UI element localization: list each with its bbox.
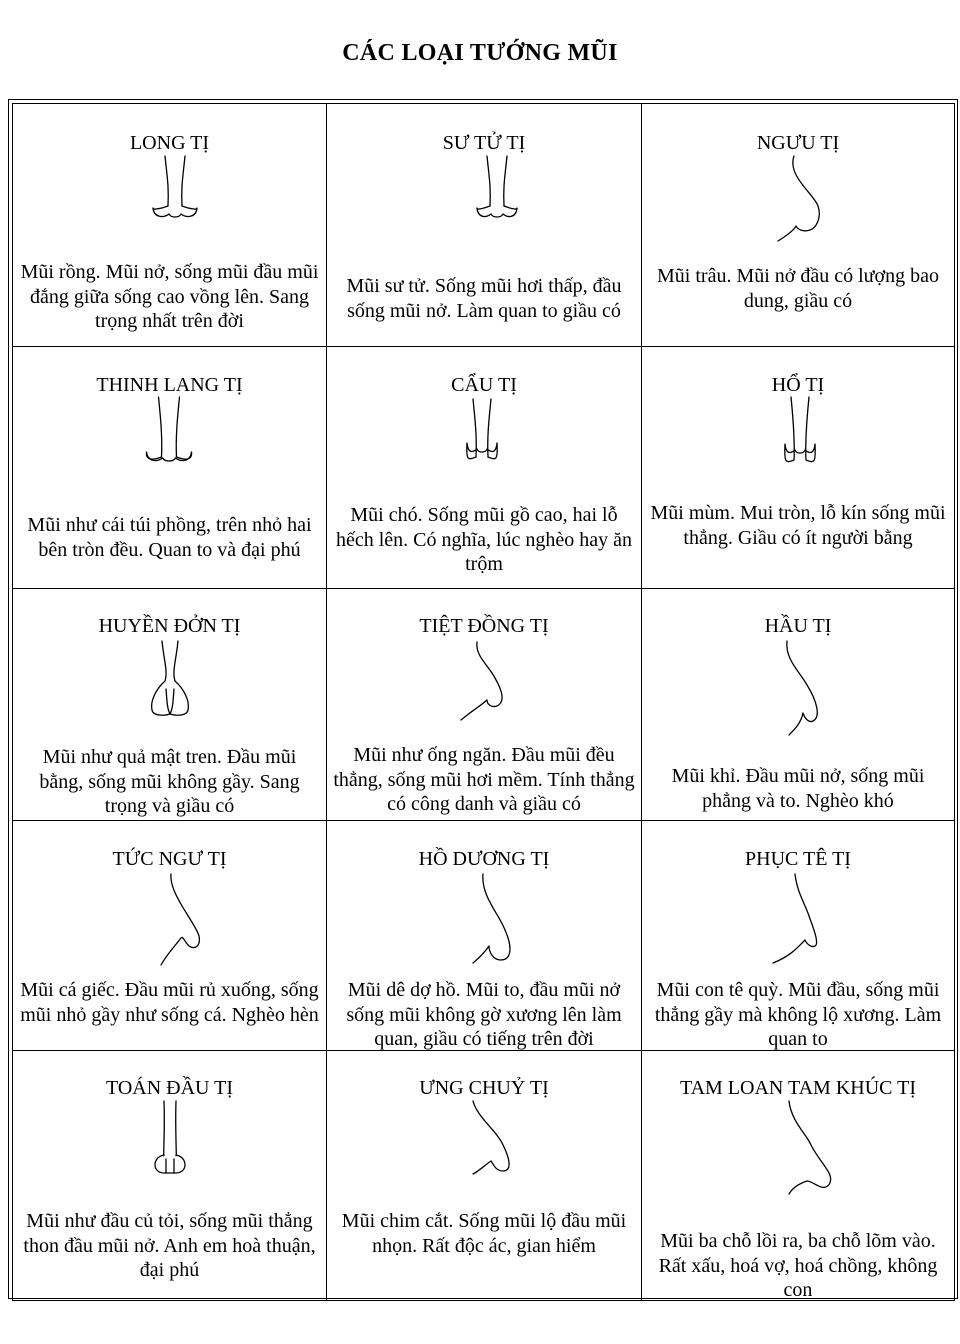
nose-type-description: Mũi như cái túi phồng, trên nhỏ hai bên tròn đều. Quan to và đại phú [27,514,312,561]
nose-type-name: HỒ DƯƠNG TỊ [418,848,550,870]
nose-type-description: Mũi ba chỗ lồi ra, ba chỗ lõm vào. Rất xấu, hoá vợ, hoá chồng, không con [658,1230,938,1301]
nose-type-cell [327,589,642,821]
nose-type-description: Mũi rồng. Mũi nở, sống mũi đầu mũi đắng giữa sống cao vồng lên. Sang trọng nhất trên đời [20,261,319,332]
nose-type-cell [13,104,327,347]
nose-type-name: THINH LANG TỊ [96,374,243,396]
nose-type-name: PHỤC TÊ TỊ [745,848,851,870]
nose-type-description: Mũi con tê quỳ. Mũi đầu, sống mũi thẳng gầy mà không lộ xương. Làm quan to [654,979,942,1050]
nose-type-cell [642,589,955,821]
nose-type-cell [13,347,327,589]
nose-type-name: SƯ TỬ TỊ [442,132,526,154]
nose-type-cell [642,1051,955,1301]
tiger-nose-icon [642,347,956,588]
nose-type-description: Mũi như quả mật tren. Đầu mũi bằng, sống mũi không gầy. Sang trọng và giầu có [39,746,300,817]
nose-type-description: Mũi khỉ. Đầu mũi nở, sống mũi phẳng và to. Nghèo khó [671,765,925,812]
nose-type-description: Mũi như ống ngăn. Đầu mũi đều thẳng, sống mũi hơi mềm. Tính thẳng có công danh và giầu có [333,744,635,815]
nose-type-name: TỨC NGƯ TỊ [112,848,227,870]
nose-type-description: Mũi chó. Sống mũi gồ cao, hai lỗ hếch lên. Có nghĩa, lúc nghèo hay ăn trộm [335,504,633,575]
nose-type-description: Mũi như đầu củ tỏi, sống mũi thẳng thon đầu mũi nở. Anh em hoà thuận, đại phú [23,1210,316,1281]
nose-type-cell [327,104,642,347]
nose-type-description: Mũi chim cắt. Sống mũi lộ đầu mũi nhọn. Rất độc ác, gian hiểm [341,1210,627,1257]
nose-type-cell [13,1051,327,1301]
table-row [13,347,955,589]
nose-type-cell [13,589,327,821]
nose-types-table [12,103,955,1301]
hawk-nose-icon [327,1051,641,1300]
nose-type-name: HỔ TỊ [771,374,825,396]
nose-type-name: LONG TỊ [129,132,210,154]
nose-type-cell [642,821,955,1051]
nose-type-description: Mũi sư tử. Sống mũi hơi thấp, đầu sống mũi nở. Làm quan to giầu có [346,275,622,322]
nose-type-name: TOÁN ĐẦU TỊ [105,1077,234,1099]
table-row [13,104,955,347]
nose-type-description: Mũi dê dợ hồ. Mũi to, đầu mũi nở sống mũi không gờ xương lên làm quan, giầu có tiếng trên đời [346,979,622,1050]
nose-type-cell [13,821,327,1051]
nose-type-cell [327,821,642,1051]
nose-type-cell [642,347,955,589]
nose-type-cell [327,347,642,589]
nose-type-description: Mũi trâu. Mũi nở đầu có lượng bao dung, giầu có [657,265,939,312]
nose-type-cell [327,1051,642,1301]
nose-type-name: HUYỀN ĐỞN TỊ [98,615,241,637]
nose-type-description: Mũi cá giếc. Đầu mũi rủ xuống, sống mũi nhỏ gầy như sống cá. Nghèo hèn [20,979,319,1026]
nose-type-cell [642,104,955,347]
nose-type-name: TAM LOAN TAM KHÚC TỊ [679,1077,917,1099]
table-row [13,821,955,1051]
table-row [13,1051,955,1301]
nose-type-name: ƯNG CHUỶ TỊ [419,1077,549,1099]
nose-type-name: TIỆT ĐỒNG TỊ [419,615,549,637]
nose-type-name: NGƯU TỊ [756,132,840,154]
nose-type-name: HẦU TỊ [764,615,832,637]
page-title: CÁC LOẠI TƯỚNG MŨI [342,40,618,66]
table-row [13,589,955,821]
nose-type-name: CẨU TỊ [451,374,517,396]
nose-type-description: Mũi mùm. Mui tròn, lỗ kín sống mũi thẳng. Giầu có ít người bằng [650,502,946,549]
